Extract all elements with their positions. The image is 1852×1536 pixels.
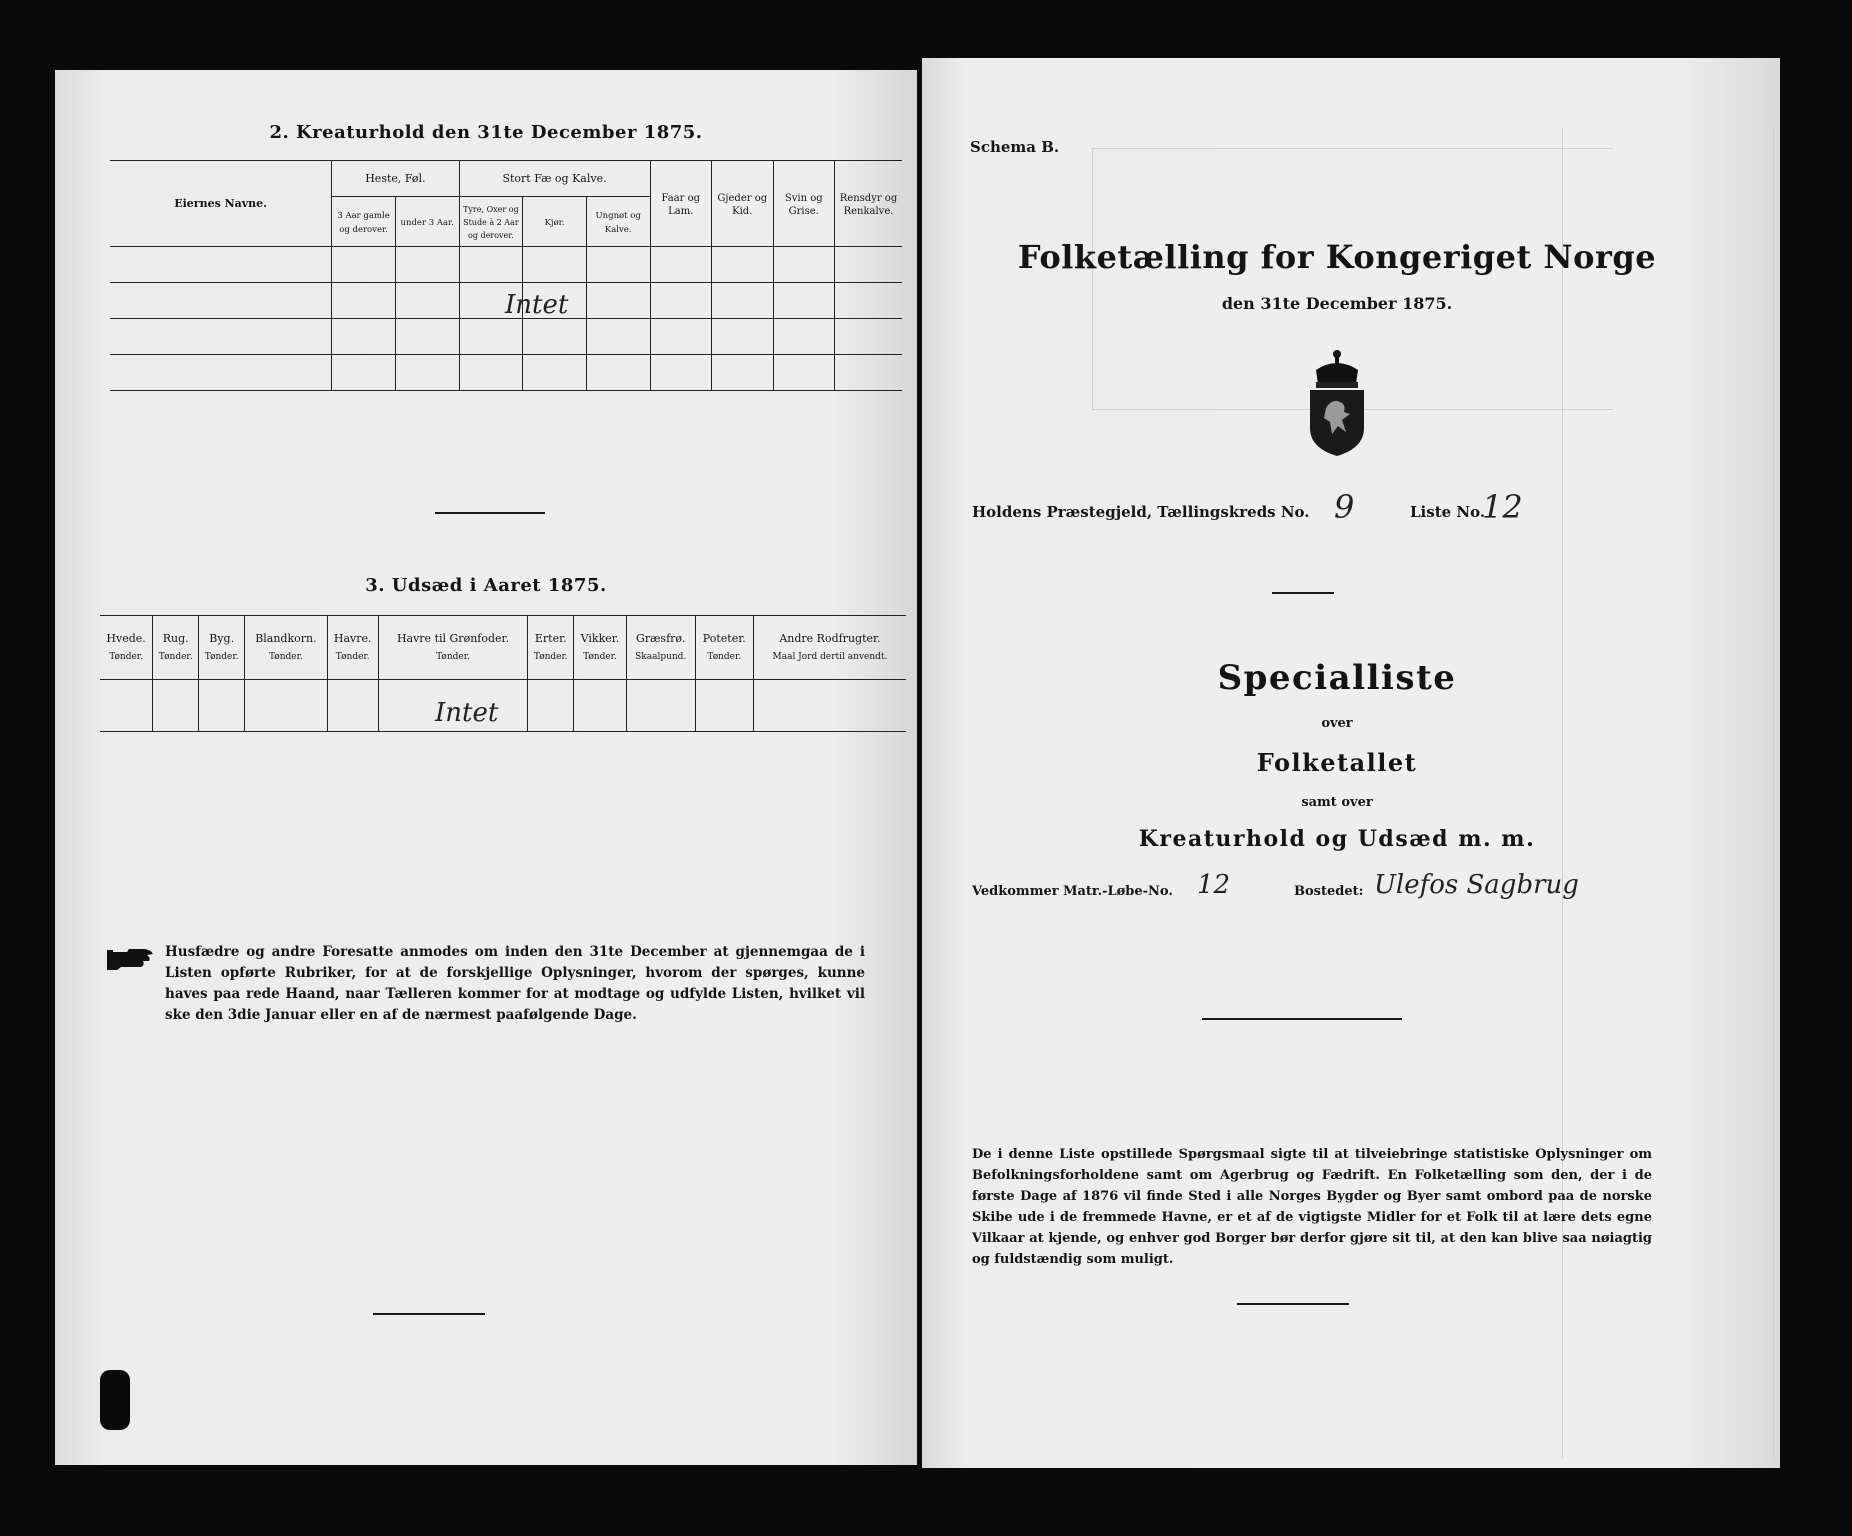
instruction-notice: Husfædre og andre Foresatte anmodes om inden den 31te December at gjennemgaa de i Listen opførte Rubriker, for at de forskjellige Oplysninger, hvorom der spørges, kunne haves paa rede Haand, naar Tælleren kommer for at modtage og udfylde Listen, hvilket vil ske den 3die Januar eller en af de nærmest paafølgende Dage. [165, 944, 865, 1023]
section2-title: 2. Kreaturhold den 31te December 1875. [269, 122, 703, 143]
sowing-cell [153, 680, 199, 732]
sowing-column-unit: Tønder. [269, 651, 303, 662]
sowing-column-unit: Tønder. [707, 651, 742, 662]
livestock-table [110, 160, 902, 391]
sowing-column-header [528, 616, 574, 680]
cattle-sub-3: Ungnøt og Kalve. [586, 197, 650, 247]
sowing-cell [695, 680, 753, 732]
sowing-column-unit: Tønder. [533, 651, 568, 662]
table-row [110, 319, 902, 355]
sowing-cell [753, 680, 906, 732]
sowing-table [100, 615, 906, 732]
livestock-handwritten-entry: Intet [505, 290, 569, 320]
sowing-column-header [100, 616, 153, 680]
sowing-column-name: Vikker. [580, 631, 620, 645]
reindeer-header: Rensdyr og Renkalve. [835, 161, 902, 247]
divider [1202, 1018, 1402, 1020]
sowing-column-header [753, 616, 906, 680]
kreaturhold-heading: Kreaturhold og Udsæd m. m. [1138, 826, 1536, 852]
sowing-column-unit: Tønder. [583, 651, 617, 662]
bostedet-value: Ulefos Sagbrug [1374, 870, 1579, 900]
sowing-cell [245, 680, 328, 732]
sowing-cell [574, 680, 626, 732]
census-title: Folketælling for Kongeriget Norge [1017, 238, 1657, 276]
over-label: over [1321, 716, 1353, 731]
tellingskreds-number: 9 [1334, 488, 1355, 526]
sowing-column-header [626, 616, 695, 680]
sowing-column-header [695, 616, 753, 680]
sowing-column-unit: Tønder. [158, 651, 193, 662]
table-row [110, 355, 902, 391]
matr-label: Vedkommer Matr.-Løbe-No. [972, 884, 1173, 899]
sowing-column-name: Poteter. [702, 631, 746, 645]
sowing-handwritten-entry: Intet [435, 698, 499, 728]
owner-header: Eiernes Navne. [110, 161, 332, 247]
binding-tab [1790, 1330, 1820, 1400]
sowing-column-header [378, 616, 528, 680]
special-list-heading: Specialliste [1217, 658, 1457, 698]
sheep-header: Faar og Lam. [650, 161, 712, 247]
sowing-header-row [100, 616, 906, 680]
sowing-cell [100, 680, 153, 732]
sowing-column-unit: Tønder. [204, 651, 239, 662]
folketallet-heading: Folketallet [1256, 748, 1418, 777]
sowing-column-header [153, 616, 199, 680]
prestegjeld-label: Holdens Præstegjeld, Tællingskreds No. [972, 503, 1310, 521]
sowing-column-unit: Skaalpund. [635, 651, 687, 662]
census-date: den 31te December 1875. [1221, 294, 1453, 313]
horse-sub-1: 3 Aar gamle og derover. [332, 197, 396, 247]
liste-label: Liste No. [1410, 503, 1486, 521]
sowing-column-name: Hvede. [106, 631, 146, 645]
bostedet-label: Bostedet: [1294, 884, 1364, 899]
binding-tab [100, 1370, 130, 1430]
sowing-column-name: Rug. [162, 631, 189, 645]
sowing-cell [199, 680, 245, 732]
sowing-column-name: Byg. [209, 631, 235, 645]
sowing-column-header [327, 616, 378, 680]
liste-number: 12 [1482, 488, 1523, 526]
cattle-sub-2: Kjør. [523, 197, 587, 247]
sowing-column-name: Erter. [534, 631, 567, 645]
sowing-column-unit: Tønder. [436, 651, 470, 662]
sowing-cell [528, 680, 574, 732]
horse-sub-2: under 3 Aar. [395, 197, 459, 247]
divider [373, 1313, 485, 1315]
matr-number: 12 [1197, 870, 1231, 900]
pointing-hand-icon [107, 946, 157, 972]
divider [1272, 592, 1334, 594]
sowing-column-name: Blandkorn. [255, 631, 317, 645]
horse-header: Heste, Føl. [332, 161, 459, 197]
sowing-column-name: Havre. [333, 631, 372, 645]
schema-label: Schema B. [970, 138, 1060, 156]
sowing-column-name: Græsfrø. [636, 631, 686, 645]
sowing-cell [626, 680, 695, 732]
table-row [110, 247, 902, 283]
sowing-column-unit: Maal Jord dertil anvendt. [772, 651, 888, 662]
divider [435, 512, 545, 514]
sowing-column-header [574, 616, 626, 680]
sowing-column-unit: Tønder. [109, 651, 143, 662]
info-text: De i denne Liste opstillede Spørgsmaal sigte til at tilveiebringe statistiske Oplysninger om Befolkningsforholdene samt om Agerbrug og Fædrift. En Folketælling som den, der i de første Dage af 1876 vil finde Sted i alle Norges Bygder og Byer samt ombord paa de norske Skibe ude i de fremmede Havne, er et af de vigtigste Midler for et Folk til at lære dets egne Vilkaar at kjende, og enhver god Borger bør derfor gjøre sit til, at den kan blive saa nøiagtig og fuldstændig som muligt. [972, 1147, 1652, 1267]
pig-header: Svin og Grise. [773, 161, 835, 247]
sowing-column-header [199, 616, 245, 680]
left-page [55, 70, 917, 1465]
samt-over-label: samt over [1301, 795, 1373, 810]
goat-header: Gjeder og Kid. [712, 161, 774, 247]
divider [1237, 1303, 1349, 1305]
norway-coat-of-arms [1302, 348, 1372, 458]
cattle-sub-1: Tyre, Oxer og Stude à 2 Aar og derover. [459, 197, 523, 247]
sowing-cell [327, 680, 378, 732]
section3-title: 3. Udsæd i Aaret 1875. [365, 575, 607, 596]
table-row [100, 680, 906, 732]
sowing-column-name: Havre til Grønfoder. [396, 631, 510, 645]
cattle-header: Stort Fæ og Kalve. [459, 161, 650, 197]
sowing-column-header [245, 616, 328, 680]
right-page [922, 58, 1780, 1468]
sowing-column-unit: Tønder. [335, 651, 370, 662]
sowing-column-name: Andre Rodfrugter. [779, 631, 881, 645]
